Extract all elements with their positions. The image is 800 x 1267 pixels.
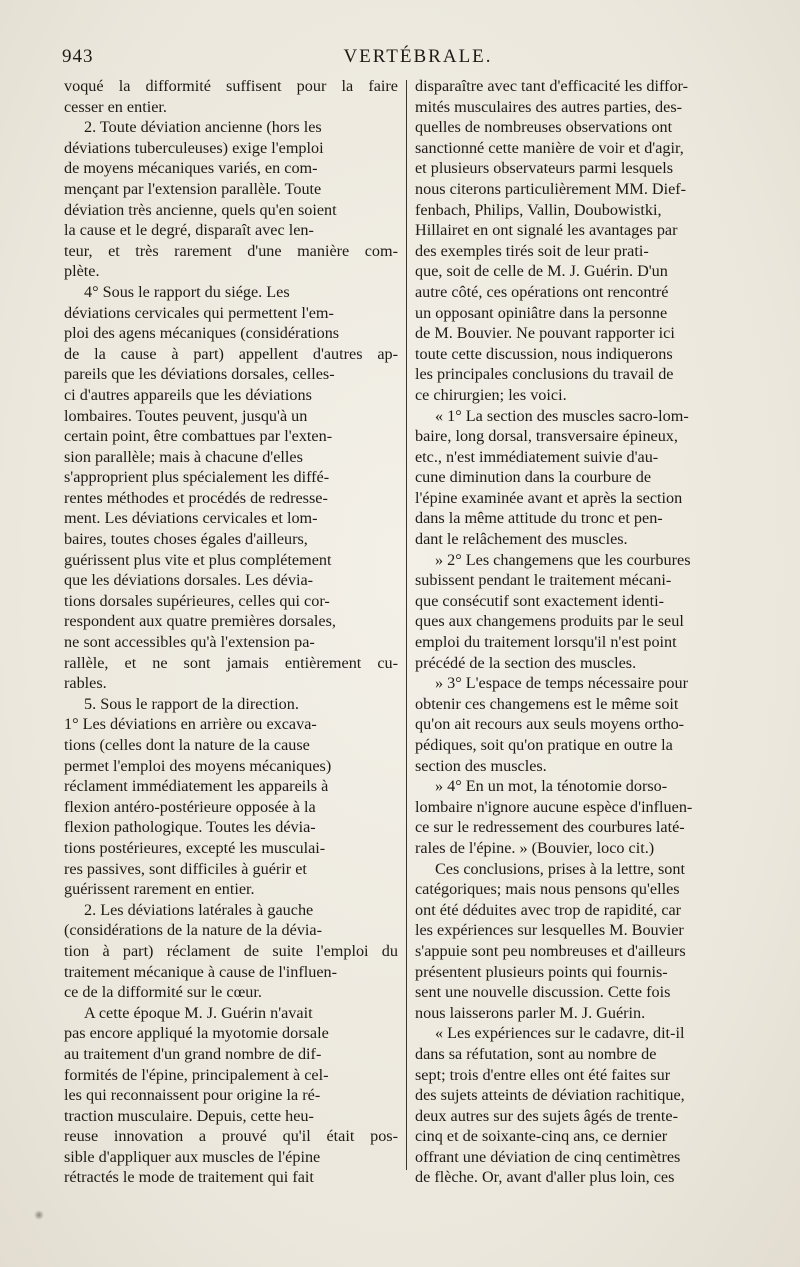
text-line: mençant par l'extension parallèle. Toute <box>64 179 322 198</box>
running-title: VERTÉBRALE. <box>343 46 493 67</box>
running-head <box>62 46 774 74</box>
text-line: » 2° Les changemens que les courbures <box>435 550 691 569</box>
text-line: que les déviations dorsales. Les dévia- <box>64 571 314 590</box>
text-line: sanctionné cette manière de voir et d'agir, <box>415 138 684 157</box>
text-line: fenbach, Philips, Vallin, Doubowistki, <box>415 200 662 219</box>
text-line: s'approprient plus spécialement les diffé- <box>64 468 330 487</box>
text-line: ques aux changemens produits par le seul <box>415 612 684 631</box>
text-line: pédiques, soit qu'on pratique en outre la <box>415 736 673 754</box>
column-divider <box>406 80 407 1170</box>
text-line: quelles de nombreuses observations ont <box>415 118 673 137</box>
text-line: flexion antéro-postérieure opposée à la <box>64 797 316 816</box>
text-line: traction musculaire. Depuis, cette heu- <box>64 1106 314 1125</box>
page-number: 943 <box>62 46 94 67</box>
text-line: disparaître avec tant d'efficacité les diffor- <box>415 77 688 95</box>
text-line: baires, toutes choses égales d'ailleurs, <box>64 530 308 549</box>
text-line: guérissent rarement en entier. <box>64 880 255 899</box>
text-line: autre côté, ces opérations ont rencontré <box>415 282 669 301</box>
text-line: cune diminution dans la courbure de <box>415 468 651 487</box>
text-line: rales de l'épine. » (Bouvier, loco cit.) <box>415 838 655 857</box>
text-line: pas encore appliqué la myotomie dorsale <box>64 1024 329 1043</box>
text-line: rallèle, et ne sont jamais entièrement cu- <box>64 653 398 672</box>
text-line: section des muscles. <box>415 756 547 775</box>
text-line: 1° Les déviations en arrière ou excava- <box>64 715 317 734</box>
text-line: baire, long dorsal, transversaire épineux, <box>415 427 678 446</box>
text-line: rétractés le mode de traitement qui fait <box>64 1168 314 1187</box>
text-line: permet l'emploi des moyens mécaniques) <box>64 756 332 775</box>
text-line: de flèche. Or, avant d'aller plus loin, ces <box>415 1168 675 1187</box>
text-line: tions (celles dont la nature de la cause <box>64 736 310 754</box>
text-line: que, soit de celle de M. J. Guérin. D'un <box>415 262 668 281</box>
text-line: certain point, être combattues par l'exten- <box>64 427 333 446</box>
text-line: » 4° En un mot, la ténotomie dorso- <box>435 777 668 796</box>
left-text-column <box>64 76 398 1188</box>
text-line: dant le relâchement des muscles. <box>415 530 628 549</box>
text-line: 5. Sous le rapport de la direction. <box>84 694 299 713</box>
ink-smudge <box>34 1210 44 1220</box>
text-line: pareils que les déviations dorsales, celles- <box>64 365 335 384</box>
text-line: plète. <box>64 262 100 281</box>
text-line: les qui reconnaissent pour origine la ré- <box>64 1086 321 1105</box>
text-line: respondent aux quatre premières dorsales, <box>64 612 336 631</box>
text-line: réclament immédiatement les appareils à <box>64 777 329 796</box>
text-line: guérissent plus vite et plus complétement <box>64 550 332 569</box>
text-line: des sujets atteints de déviation rachitique, <box>415 1086 685 1105</box>
text-line: que consécutif sont exactement identi- <box>415 591 665 610</box>
text-line: catégoriques; mais nous pensons qu'elles <box>415 880 680 899</box>
text-line: tions postérieures, excepté les musculai- <box>64 838 326 857</box>
text-line: l'épine examinée avant et après la section <box>415 488 683 507</box>
right-text-column <box>415 76 777 1188</box>
text-line: formités de l'épine, principalement à cel- <box>64 1065 329 1084</box>
text-line: deux autres sur des sujets âgés de trente- <box>415 1106 678 1125</box>
text-line: un opposant opiniâtre dans la personne <box>415 303 668 322</box>
text-line: Hillairet en ont signalé les avantages par <box>415 221 678 240</box>
text-line: voqué la difformité suffisent pour la faire <box>64 77 398 95</box>
text-line: offrant une déviation de cinq centimètres <box>415 1147 681 1166</box>
text-line: au traitement d'un grand nombre de dif- <box>64 1044 322 1063</box>
text-line: cinq et de soixante-cinq ans, ce dernier <box>415 1127 668 1146</box>
text-line: res passives, sont difficiles à guérir et <box>64 859 307 878</box>
text-line: 4° Sous le rapport du siége. Les <box>84 282 290 301</box>
text-line: déviations cervicales qui permettent l'em- <box>64 303 334 322</box>
text-line: sept; trois d'entre elles ont été faites sur <box>415 1065 671 1084</box>
text-line: lombaires. Toutes peuvent, jusqu'à un <box>64 406 308 425</box>
text-line: « Les expériences sur le cadavre, dit-il <box>435 1024 685 1043</box>
text-line: de moyens mécaniques variés, en com- <box>64 159 318 178</box>
text-line: la cause et le degré, disparaît avec len- <box>64 221 314 240</box>
text-line: dans sa réfutation, sont au nombre de <box>415 1044 657 1063</box>
text-line: emploi du traitement lorsqu'il n'est point <box>415 633 677 652</box>
text-line: obtenir ces changemens est le même soit <box>415 694 679 713</box>
text-line: lombaire n'ignore aucune espèce d'influen- <box>415 797 693 816</box>
text-line: sible d'appliquer aux muscles de l'épine <box>64 1147 321 1166</box>
text-line: subissent pendant le traitement mécani- <box>415 571 672 590</box>
text-line: qu'on ait recours aux seuls moyens ortho- <box>415 715 685 734</box>
text-line: de M. Bouvier. Ne pouvant rapporter ici <box>415 324 675 343</box>
text-line: mités musculaires des autres parties, des- <box>415 97 683 116</box>
text-line: rentes méthodes et procédés de redresse- <box>64 488 328 507</box>
text-line: les principales conclusions du travail de <box>415 365 674 384</box>
text-line: ce de la difformité sur le cœur. <box>64 983 262 1002</box>
text-line: teur, et très rarement d'une manière com- <box>64 241 398 260</box>
text-line: des exemples tirés soit de leur prati- <box>415 241 649 260</box>
text-line: reuse innovation a prouvé qu'il était pos- <box>64 1127 398 1146</box>
text-line: nous laisserons parler M. J. Guérin. <box>415 1003 646 1022</box>
text-line: A cette époque M. J. Guérin n'avait <box>84 1003 313 1022</box>
text-line: cesser en entier. <box>64 97 167 116</box>
text-line: de la cause à part) appellent d'autres ap- <box>64 344 398 363</box>
text-line: présentent plusieurs points qui fournis- <box>415 962 668 981</box>
text-line: tions dorsales supérieures, celles qui cor- <box>64 591 330 610</box>
text-line: déviation très ancienne, quels qu'en soient <box>64 200 337 219</box>
text-line: traitement mécanique à cause de l'influen- <box>64 962 338 981</box>
text-line: les expériences sur lesquelles M. Bouvier <box>415 921 684 940</box>
text-line: dans la même attitude du tronc et pen- <box>415 509 663 528</box>
text-line: 2. Les déviations latérales à gauche <box>84 900 314 919</box>
text-line: nous citerons particulièrement MM. Dief- <box>415 179 687 198</box>
text-line: ce sur le redressement des courbures laté- <box>415 818 685 837</box>
text-line: sent une nouvelle discussion. Cette fois <box>415 983 671 1002</box>
text-line: ci d'autres appareils que les déviations <box>64 385 312 404</box>
text-line: sion parallèle; mais à chacune d'elles <box>64 447 303 466</box>
text-line: déviations tuberculeuses) exige l'emploi <box>64 138 324 157</box>
text-line: tion à part) réclament de suite l'emploi du <box>64 941 398 960</box>
text-line: et plusieurs observateurs parmi lesquels <box>415 159 674 178</box>
text-line: ce chirurgien; les voici. <box>415 385 567 404</box>
text-line: ont été déduites avec trop de rapidité, car <box>415 900 682 919</box>
text-line: (considérations de la nature de la dévia- <box>64 921 322 940</box>
text-line: flexion pathologique. Toutes les dévia- <box>64 818 316 837</box>
text-line: toute cette discussion, nous indiquerons <box>415 344 673 363</box>
text-line: s'appuie sont peu nombreuses et d'ailleurs <box>415 941 686 960</box>
text-line: ploi des agens mécaniques (considérations <box>64 324 340 343</box>
text-line: ne sont accessibles qu'à l'extension pa- <box>64 633 315 652</box>
text-line: précédé de la section des muscles. <box>415 653 637 672</box>
text-line: rables. <box>64 674 107 693</box>
text-line: ment. Les déviations cervicales et lom- <box>64 509 318 528</box>
text-line: etc., n'est immédiatement suivie d'au- <box>415 447 659 466</box>
text-line: Ces conclusions, prises à la lettre, sont <box>435 859 685 878</box>
text-line: » 3° L'espace de temps nécessaire pour <box>435 674 689 693</box>
text-line: « 1° La section des muscles sacro-lom- <box>435 406 689 425</box>
text-line: 2. Toute déviation ancienne (hors les <box>84 118 322 137</box>
